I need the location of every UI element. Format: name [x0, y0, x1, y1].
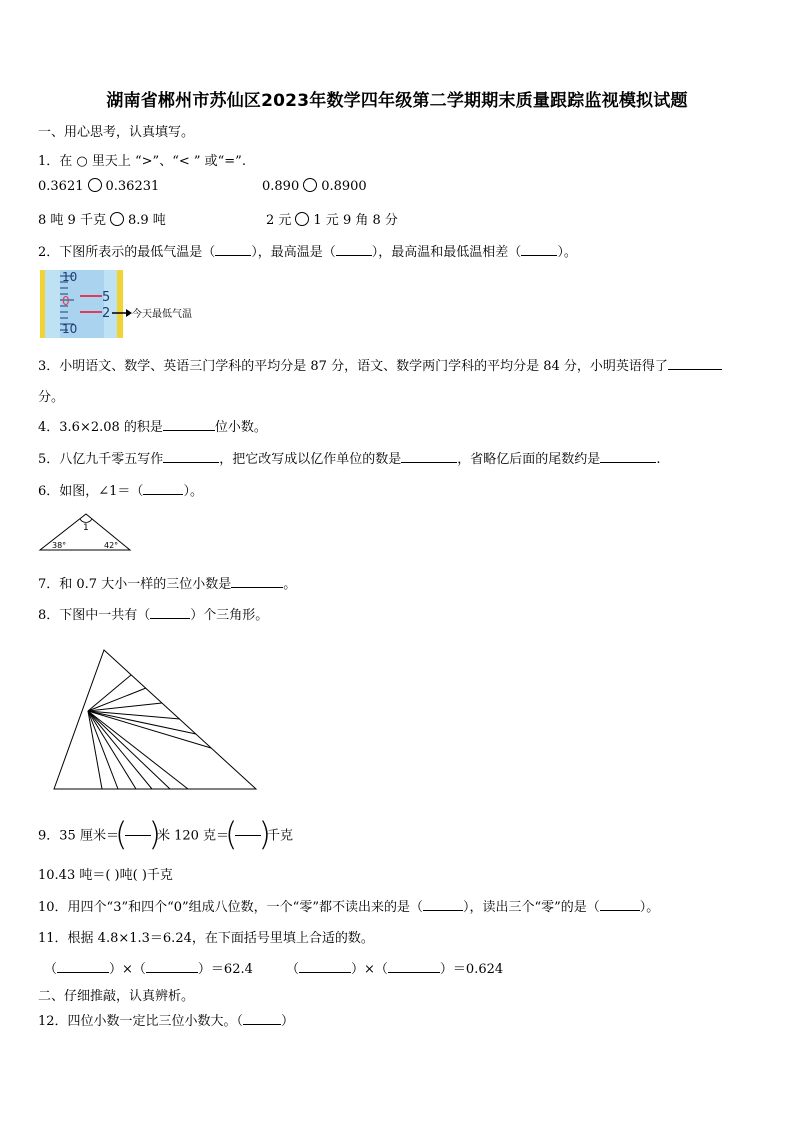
answer-blank[interactable]	[150, 618, 190, 619]
section-heading-1: 一、用心思考，认真填写。	[38, 125, 195, 140]
question-4: 4．3.6×2.08 的积是 位小数。	[38, 420, 267, 435]
question-5: 5．八亿九千零五写作 ，把它改写成以亿作单位的数是 ，省略亿后面的尾数约是 .	[38, 452, 661, 467]
question-2: 2．下图所表示的最低气温是（ ），最高温是（ ），最高温和最低温相差（ ）。	[38, 245, 577, 260]
question-6: 6．如图，∠1＝（ ）。	[38, 484, 203, 499]
answer-blank[interactable]	[299, 972, 351, 973]
scale-label: 10	[62, 270, 78, 284]
thermometer-note: 今天最低气温	[132, 309, 192, 320]
question-11-equation-2: （ ）×（ ）＝0.624	[286, 962, 504, 977]
compare-circle[interactable]	[295, 212, 309, 226]
answer-blank[interactable]	[243, 1024, 281, 1025]
compare-circle[interactable]	[110, 212, 124, 226]
compare-circle[interactable]	[303, 178, 317, 192]
angle-label-38: 38°	[52, 541, 67, 550]
question-9: 9．35 厘米＝ ( ) 米 120 克＝ ( ) 千克	[38, 815, 294, 853]
answer-blank[interactable]	[600, 462, 656, 463]
answer-blank[interactable]	[143, 494, 183, 495]
answer-blank[interactable]	[336, 255, 372, 256]
answer-blank[interactable]	[388, 972, 440, 973]
answer-blank[interactable]	[521, 255, 557, 256]
answer-blank[interactable]	[57, 972, 109, 973]
answer-blank[interactable]	[215, 255, 251, 256]
answer-blank[interactable]	[163, 462, 219, 463]
answer-blank[interactable]	[163, 430, 215, 431]
compare-row-3: 8 吨 9 千克 8.9 吨	[38, 213, 166, 228]
answer-blank[interactable]	[146, 972, 198, 973]
question-3: 3．小明语文、数学、英语三门学科的平均分是 87 分，语文、数学两门学科的平均分是 84 分，小明英语得了	[38, 355, 722, 374]
compare-row-1: 0.3621 0.36231	[38, 179, 160, 194]
angle-label-42: 42°	[104, 541, 119, 550]
scale-label: 10	[62, 322, 78, 336]
compare-circle[interactable]	[88, 178, 102, 192]
question-12: 12．四位小数一定比三位小数大。（ ）	[38, 1014, 295, 1029]
thermometer-figure	[40, 270, 200, 338]
fraction-blank[interactable]: ( )	[225, 815, 272, 853]
angle-label-1: 1	[83, 523, 89, 533]
page-title: 湖南省郴州市苏仙区2023年数学四年级第二学期期末质量跟踪监视模拟试题	[106, 91, 688, 111]
angle-triangle-figure	[38, 510, 134, 554]
low-mark-label: 2	[102, 306, 111, 321]
question-7: 7．和 0.7 大小一样的三位小数是 。	[38, 577, 297, 592]
answer-blank[interactable]	[231, 587, 283, 588]
question-11: 11．根据 4.8×1.3＝6.24，在下面括号里填上合适的数。	[38, 931, 374, 946]
question-11-equation-1: （ ）×（ ）＝62.4	[44, 962, 253, 977]
section-heading-2: 二、仔细推敲，认真辨析。	[38, 989, 195, 1004]
question-3-tail: 分。	[38, 390, 65, 405]
answer-blank[interactable]	[668, 369, 722, 370]
fraction-blank[interactable]: ( )	[114, 815, 161, 853]
question-10: 10．用四个“3”和四个“0”组成八位数，一个“零”都不读出来的是（ ），读出三个“零”的是（ ）。	[38, 900, 660, 915]
triangle-count-figure	[52, 646, 262, 791]
question-9b: 10.43 吨＝( )吨( )千克	[38, 868, 173, 883]
compare-row-4: 2 元 1 元 9 角 8 分	[266, 213, 398, 228]
question-8: 8．下图中一共有（ ）个三角形。	[38, 608, 269, 623]
high-mark-label: 5	[102, 290, 111, 305]
answer-blank[interactable]	[401, 462, 457, 463]
answer-blank[interactable]	[423, 910, 463, 911]
answer-blank[interactable]	[600, 910, 640, 911]
compare-row-2: 0.890 0.8900	[262, 179, 367, 194]
scale-label: 0	[62, 294, 70, 308]
question-1: 1．在 ○ 里天上 “>”、“< ” 或“=”.	[38, 154, 246, 169]
